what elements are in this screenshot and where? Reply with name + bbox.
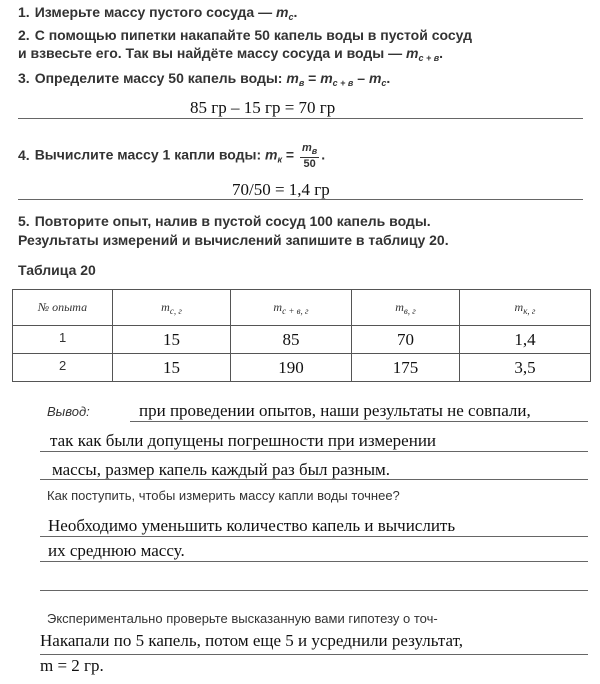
punct: . xyxy=(386,70,391,86)
table-cell: 2 xyxy=(13,354,113,382)
table-row xyxy=(13,326,591,354)
answer-line xyxy=(40,561,588,562)
answer-line xyxy=(40,451,588,452)
formula-m: m xyxy=(286,70,299,86)
task-number: 3. xyxy=(18,70,30,86)
header-mk: $m_{к, г}$ xyxy=(460,290,591,326)
task-1 xyxy=(18,4,297,26)
data-table xyxy=(12,289,591,382)
header-mv: $m_{в, г}$ xyxy=(352,290,460,326)
table-cell: 85 xyxy=(231,326,352,354)
formula-m: m xyxy=(265,146,278,163)
experiment-answer-line2: m = 2 гр. xyxy=(40,656,104,675)
task-3 xyxy=(18,70,390,92)
task-2 xyxy=(18,27,472,44)
punct: . xyxy=(321,146,326,163)
question-answer-line2: их среднюю массу. xyxy=(48,541,185,560)
header-experiment-no: № опыта xyxy=(13,290,113,326)
answer-line xyxy=(18,199,583,200)
answer-line xyxy=(40,479,588,480)
table-cell: 190 xyxy=(231,354,352,382)
table-row xyxy=(13,354,591,382)
table-cell: 175 xyxy=(352,354,460,382)
task-number: 1. xyxy=(18,4,30,20)
experiment-text: Экспериментально проверьте высказанную вами гипотезу о точ- xyxy=(47,611,438,626)
frac-num-sub: в xyxy=(311,146,318,156)
var-m: m xyxy=(276,4,289,20)
table-cell: 15 xyxy=(113,326,231,354)
formula-sub: с xyxy=(381,78,387,88)
experiment-answer-line1: Накапали по 5 капель, потом еще 5 и усреднили результат, xyxy=(40,631,463,650)
punct: . xyxy=(293,4,298,20)
answer-line xyxy=(18,118,583,119)
var-sub: с xyxy=(288,12,294,22)
task-number: 5. xyxy=(18,213,30,229)
task-text-line1: С помощью пипетки накапайте 50 капель воды в пустой сосуд xyxy=(34,27,472,43)
table-cell: 3,5 xyxy=(460,354,591,382)
formula-sub: с + в xyxy=(332,78,354,88)
task-5 xyxy=(18,213,431,230)
task-text-line1: Повторите опыт, налив в пустой сосуд 100 капель воды. xyxy=(34,213,431,229)
conclusion-line2: так как были допущены погрешности при измерении xyxy=(50,431,437,450)
task-text: Вычислите массу 1 капли воды: xyxy=(34,146,262,163)
header-mcv: $m_{с + в, г}$ xyxy=(231,290,352,326)
answer-4: 70/50 = 1,4 гр xyxy=(232,180,330,199)
formula-eq: = xyxy=(308,70,317,86)
task-text-line2: Результаты измерений и вычислений запишите в таблицу 20. xyxy=(18,232,449,248)
table-cell: 70 xyxy=(352,326,460,354)
task-2-line2 xyxy=(18,45,443,67)
task-text-line2: и взвесьте его. Так вы найдёте массу сосуда и воды — xyxy=(18,45,403,61)
fraction xyxy=(300,142,319,170)
conclusion-line3: массы, размер капель каждый раз был разным. xyxy=(52,460,391,479)
formula-sub: к xyxy=(277,154,283,165)
punct: . xyxy=(439,45,444,61)
conclusion-line1: при проведении опытов, наши результаты не совпали, xyxy=(139,401,531,420)
formula-m: m xyxy=(368,70,382,86)
header-mc: $m_{с, г}$ xyxy=(113,290,231,326)
task-4 xyxy=(18,142,325,170)
formula-eq: = xyxy=(285,146,295,163)
formula-minus: – xyxy=(357,70,366,86)
formula-m: m xyxy=(320,70,333,86)
formula-sub: в xyxy=(298,78,305,88)
answer-line xyxy=(130,421,588,422)
table-caption: Таблица 20 xyxy=(18,262,96,278)
answer-line xyxy=(40,536,588,537)
task-text: Определите массу 50 капель воды: xyxy=(34,70,283,86)
answer-line xyxy=(40,654,588,655)
table-cell: 1,4 xyxy=(460,326,591,354)
var-sub: с + в xyxy=(418,53,440,63)
task-text: Измерьте массу пустого сосуда — xyxy=(34,4,273,20)
task-number: 4. xyxy=(18,146,30,163)
conclusion-label: Вывод: xyxy=(47,404,90,419)
var-m: m xyxy=(406,45,419,61)
frac-num: m xyxy=(302,142,312,154)
table-cell: 1 xyxy=(13,326,113,354)
question-answer-line1: Необходимо уменьшить количество капель и вычислить xyxy=(48,516,456,535)
table-header-row xyxy=(13,290,591,326)
table-cell: 15 xyxy=(113,354,231,382)
frac-den: 50 xyxy=(303,158,316,170)
answer-line xyxy=(40,590,588,591)
question-text: Как поступить, чтобы измерить массу капли воды точнее? xyxy=(47,488,400,503)
task-5-line2 xyxy=(18,232,449,249)
task-number: 2. xyxy=(18,27,30,43)
answer-3: 85 гр – 15 гр = 70 гр xyxy=(190,98,336,117)
